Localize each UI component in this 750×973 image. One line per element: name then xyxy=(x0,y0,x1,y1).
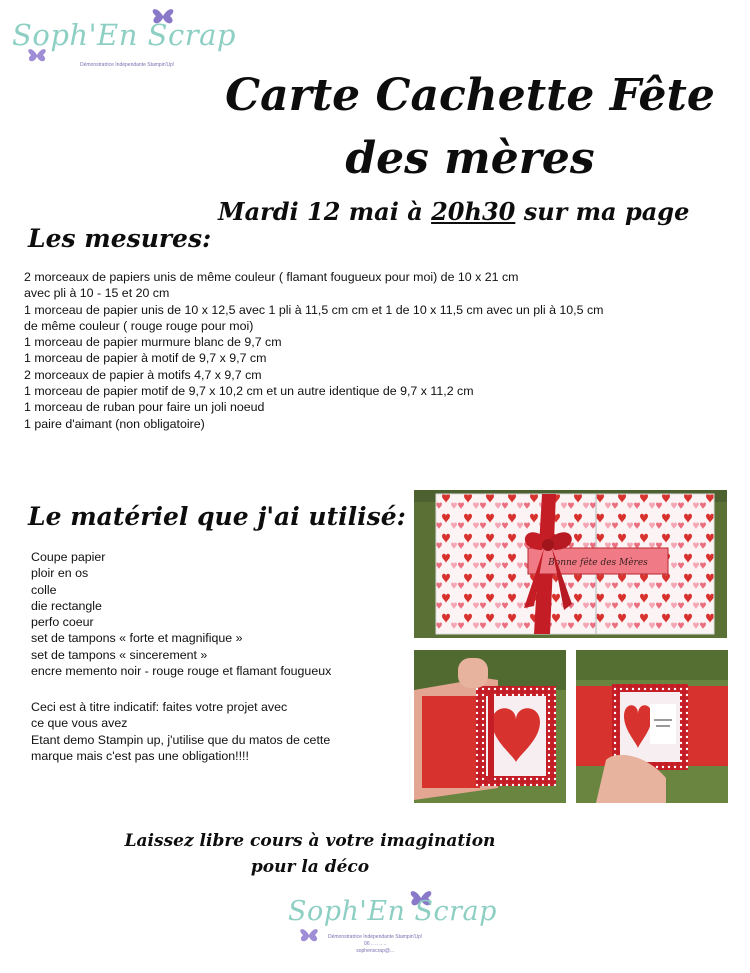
materiel-note xyxy=(31,699,330,764)
list-item: set de tampons « forte et magnifique » xyxy=(31,631,243,646)
closing-line2: pour la déco xyxy=(250,857,370,877)
photo-card-closed xyxy=(414,490,727,638)
note-line: ce que vous avez xyxy=(31,716,128,731)
list-item: 1 morceau de ruban pour faire un joli noeud xyxy=(24,400,265,415)
note-line: marque mais c'est pas une obligation!!!! xyxy=(31,748,249,763)
list-item: 2 morceaux de papier à motifs 4,7 x 9,7 cm xyxy=(24,367,262,382)
event-subtitle xyxy=(218,197,689,226)
list-item: die rectangle xyxy=(31,598,102,613)
list-item: ploir en os xyxy=(31,566,89,581)
list-item: 1 morceau de papier motif de 9,7 x 10,2 cm et un autre identique de 9,7 x 11,2 cm xyxy=(24,384,474,399)
list-item: set de tampons « sincerement » xyxy=(31,647,208,662)
list-item: 1 paire d'aimant (non obligatoire) xyxy=(24,416,205,431)
page-title-line2: des mères xyxy=(345,133,595,184)
list-item: de même couleur ( rouge rouge pour moi) xyxy=(24,318,254,333)
list-item: Coupe papier xyxy=(31,550,106,564)
list-item: perfo coeur xyxy=(31,615,94,630)
logo-name: Soph'En Scrap xyxy=(288,896,497,927)
logo-tagline: Démonstratrice Indépendante Stampin'Up! xyxy=(80,62,175,68)
page-title-line1: Carte Cachette Fête xyxy=(225,70,715,121)
list-item: 2 morceaux de papiers unis de même couleur ( flamant fougueux pour moi) de 10 x 21 cm xyxy=(24,270,519,284)
list-item: avec pli à 10 - 15 et 20 cm xyxy=(24,286,170,301)
closing-line1: Laissez libre cours à votre imagination xyxy=(124,831,496,851)
logo-top xyxy=(10,6,235,71)
list-item: 1 morceau de papier à motif de 9,7 x 9,7 cm xyxy=(24,351,267,366)
list-item: colle xyxy=(31,582,57,597)
list-item: 1 morceau de papier murmure blanc de 9,7 cm xyxy=(24,335,282,350)
note-line: Ceci est à titre indicatif: faites votre projet avec xyxy=(31,700,288,714)
logo-contact xyxy=(328,934,422,955)
photo-card-open-heart xyxy=(414,650,566,803)
logo-tagline: Démonstratrice Indépendante Stampin'Up! xyxy=(328,934,423,940)
subtitle-date: Mardi 12 mai à xyxy=(218,197,432,226)
list-item: encre memento noir - rouge rouge et flamant fougueux xyxy=(31,664,332,679)
materiel-list xyxy=(31,549,331,679)
materiel-heading: Le matériel que j'ai utilisé: xyxy=(28,502,406,531)
logo-name: Soph'En Scrap xyxy=(12,18,236,52)
logo-phone: 06 .. .. .. .. xyxy=(364,941,387,947)
photo-card-open-text xyxy=(576,650,728,803)
card-label: Bonne fête des Mères xyxy=(548,558,648,568)
mesures-list xyxy=(24,269,603,432)
subtitle-time: 20h30 xyxy=(431,197,516,226)
list-item: 1 morceau de papier unis de 10 x 12,5 avec 1 pli à 11,5 cm cm et 1 de 10 x 11,5 cm avec un pli à 10,5 cm xyxy=(24,302,604,317)
mesures-heading: Les mesures: xyxy=(28,224,212,253)
note-line: Etant demo Stampin up, j'utilise que du matos de cette xyxy=(31,732,331,747)
logo-email: sophenscrap@... xyxy=(356,948,395,954)
logo-bottom xyxy=(284,886,497,966)
butterfly-icon xyxy=(298,926,320,944)
subtitle-place: sur ma page xyxy=(515,197,690,226)
